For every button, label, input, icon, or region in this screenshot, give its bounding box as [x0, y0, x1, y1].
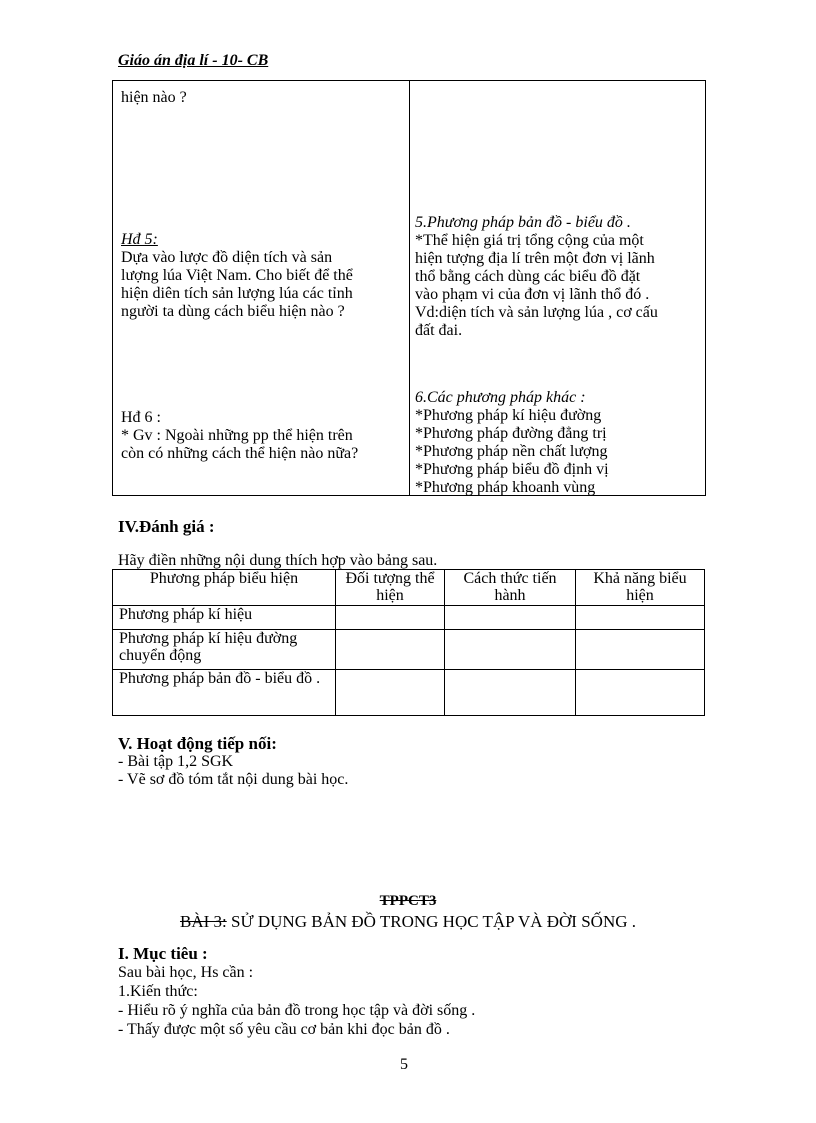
method-cell: Phương pháp bản đồ - biểu đồ . — [113, 670, 336, 716]
followup-item: - Bài tập 1,2 SGK — [118, 753, 234, 770]
objective-line: - Hiểu rõ ý nghĩa của bản đồ trong học tập và đời sống . — [118, 1002, 476, 1019]
hd5-label: Hđ 5: — [121, 231, 158, 248]
hd5-line: người ta dùng cách biểu hiện nào ? — [121, 303, 345, 320]
left-intro: hiện nào ? — [121, 89, 187, 106]
evaluation-table — [112, 569, 705, 716]
hd6-line: * Gv : Ngoài những pp thể hiện trên — [121, 427, 353, 444]
section6-title: 6.Các phương pháp khác : — [415, 389, 586, 406]
section6-line: *Phương pháp biểu đồ định vị — [415, 461, 609, 478]
column-header: Khả năng biểu hiện — [576, 570, 705, 606]
table-row — [113, 670, 705, 716]
section5-line: đất đai. — [415, 322, 463, 339]
column-header: Đối tượng thể hiện — [336, 570, 445, 606]
followup-heading: V. Hoạt động tiếp nối: — [118, 734, 277, 753]
empty-cell[interactable] — [336, 606, 445, 630]
section6-line: *Phương pháp kí hiệu đường — [415, 407, 602, 424]
followup-item: - Vẽ sơ đồ tóm tắt nội dung bài học. — [118, 771, 349, 788]
section6-block — [415, 389, 609, 497]
section5-line: Vd:diện tích và sản lượng lúa , cơ cấu — [415, 304, 658, 321]
objective-line: - Thấy được một số yêu cầu cơ bản khi đọc bản đồ . — [118, 1021, 450, 1038]
section6-line: *Phương pháp đường đẳng trị — [415, 425, 607, 442]
hd5-line: lượng lúa Việt Nam. Cho biết để thể — [121, 267, 353, 284]
method-cell: Phương pháp kí hiệu — [113, 606, 336, 630]
column-header: Cách thức tiến hành — [445, 570, 576, 606]
page-number: 5 — [400, 1056, 408, 1073]
hd6-block — [121, 409, 358, 463]
empty-cell[interactable] — [445, 606, 576, 630]
objective-line: 1.Kiến thức: — [118, 983, 198, 1000]
column-header: Phương pháp biểu hiện — [113, 570, 336, 606]
empty-cell[interactable] — [336, 630, 445, 670]
hd5-line: Dựa vào lược đồ diện tích và sản — [121, 249, 333, 266]
hd5-block — [121, 231, 353, 321]
header-title: Giáo án địa lí - 10- CB — [118, 52, 269, 69]
lesson-number: BÀI 3: — [179, 912, 227, 931]
section6-line: *Phương pháp nền chất lượng — [415, 443, 608, 460]
section5-title: 5.Phương pháp bản đồ - biểu đồ . — [415, 214, 631, 231]
empty-cell[interactable] — [576, 630, 705, 670]
section5-line: thổ bằng cách dùng các biểu đồ đặt — [415, 268, 641, 285]
empty-cell[interactable] — [445, 630, 576, 670]
section5-line: *Thể hiện giá trị tổng cộng của một — [415, 232, 644, 249]
hd6-label: Hđ 6 : — [121, 409, 161, 426]
table-row — [113, 630, 705, 670]
tppct-label: TPPCT3 — [379, 893, 437, 909]
section5-line: hiện tượng địa lí trên một đơn vị lãnh — [415, 250, 655, 267]
lesson-name: SỬ DỤNG BẢN ĐỒ TRONG HỌC TẬP VÀ ĐỜI SỐNG . — [226, 912, 636, 931]
table-divider — [409, 81, 410, 495]
hd6-line: còn có những cách thể hiện nào nữa? — [121, 445, 359, 462]
hd5-line: hiện diên tích sản lượng lúa các tỉnh — [121, 285, 353, 302]
table-row — [113, 606, 705, 630]
section5-line: vào phạm vi của đơn vị lãnh thổ đó . — [415, 286, 650, 303]
evaluation-instruction: Hãy điền những nội dung thích hợp vào bảng sau. — [118, 552, 438, 569]
objectives-list — [118, 963, 475, 1039]
empty-cell[interactable] — [576, 670, 705, 716]
activity-table — [112, 80, 706, 496]
method-cell: Phương pháp kí hiệu đường chuyển động — [113, 630, 336, 670]
table-header-row — [113, 570, 705, 606]
section6-line: *Phương pháp khoanh vùng — [415, 479, 596, 496]
empty-cell[interactable] — [445, 670, 576, 716]
section5-block — [415, 214, 658, 340]
objectives-heading: I. Mục tiêu : — [118, 944, 208, 963]
empty-cell[interactable] — [576, 606, 705, 630]
evaluation-heading: IV.Đánh giá : — [118, 517, 215, 536]
lesson-title — [0, 912, 816, 932]
followup-list — [118, 753, 348, 789]
objective-line: Sau bài học, Hs cần : — [118, 964, 254, 981]
empty-cell[interactable] — [336, 670, 445, 716]
